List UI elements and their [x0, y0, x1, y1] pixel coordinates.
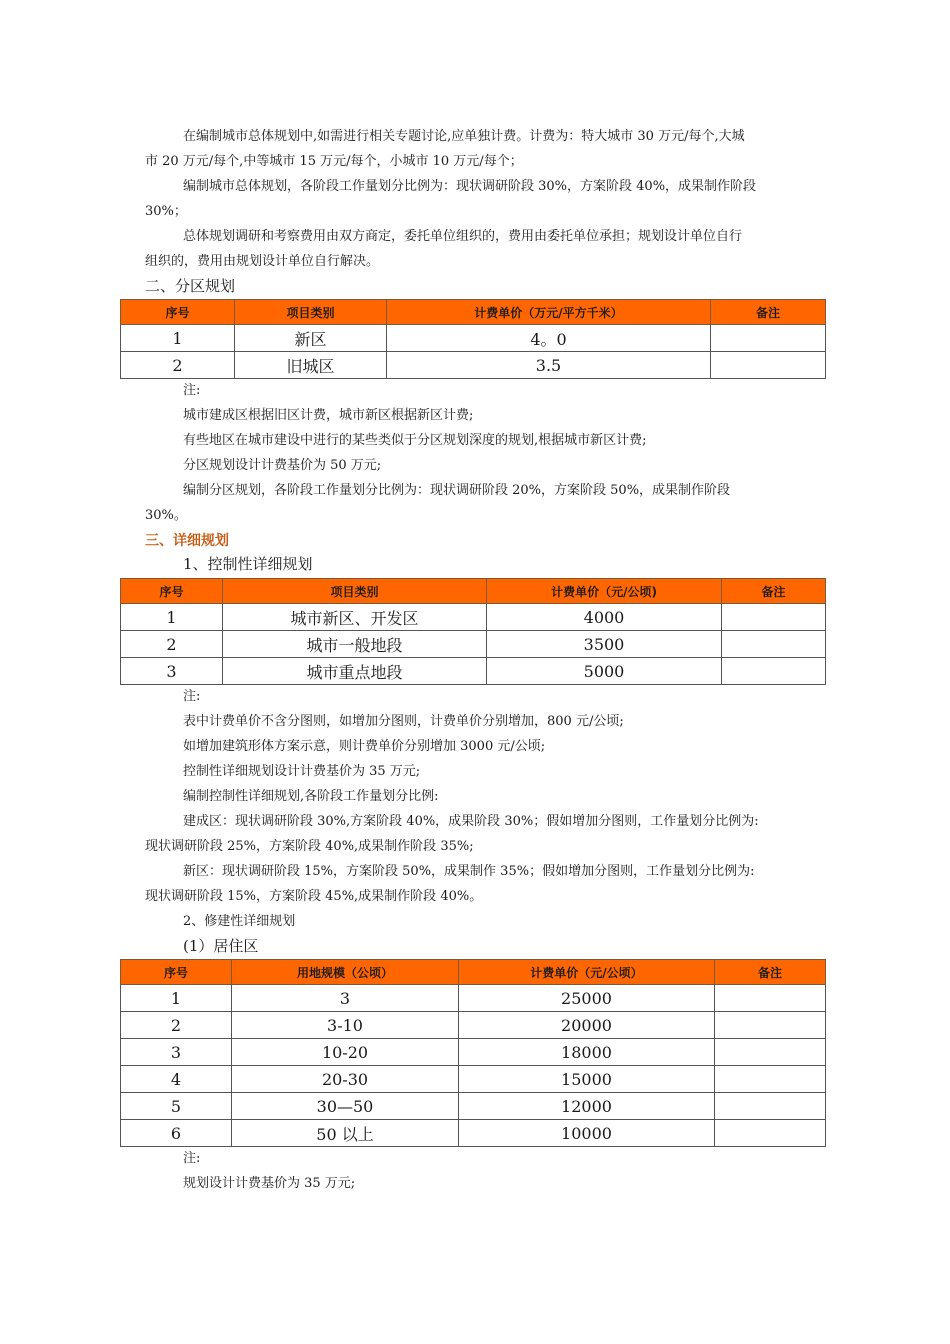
table-cell: 3 — [121, 1039, 232, 1066]
table-cell: 2 — [121, 1012, 232, 1039]
table-cell: 3-10 — [232, 1012, 459, 1039]
section-3-heading: 三、详细规划 — [145, 533, 229, 549]
header-cell: 项目类别 — [235, 300, 387, 325]
residential-fee-table — [120, 959, 826, 1147]
intro-paragraph-1-line-2: 市 20 万元/每个,中等城市 15 万元/每个，小城市 10 万元/每个； — [145, 154, 523, 169]
table-cell: 5000 — [487, 658, 722, 685]
note-line: 表中计费单价不含分图则，如增加分图则，计费单价分别增加，800 元/公顷; — [183, 714, 624, 729]
note-line: 分区规划设计计费基价为 50 万元; — [183, 458, 382, 473]
table-cell — [711, 352, 826, 379]
built-area-ratio-line-2: 现状调研阶段 25%，方案阶段 40%,成果制作阶段 35%; — [145, 839, 474, 854]
table-row — [121, 604, 826, 631]
table-cell: 50 以上 — [232, 1120, 459, 1147]
table-cell: 15000 — [459, 1066, 715, 1093]
note-line: 编制分区规划，各阶段工作量划分比例为：现状调研阶段 20%，方案阶段 50%，成果制作阶段 — [183, 483, 731, 498]
header-cell: 备注 — [711, 300, 826, 325]
residential-heading: (1）居住区 — [183, 937, 259, 955]
table-cell — [711, 325, 826, 352]
header-cell: 序号 — [121, 579, 223, 604]
intro-paragraph-2-line-1: 编制城市总体规划，各阶段工作量划分比例为：现状调研阶段 30%，方案阶段 40%，成果制作阶段 — [183, 179, 757, 194]
intro-paragraph-1-line-1: 在编制城市总体规划中,如需进行相关专题讨论,应单独计费。计费为：特大城市 30 万元/每个,大城 — [183, 129, 745, 144]
table-cell — [715, 1039, 826, 1066]
table-cell: 18000 — [459, 1039, 715, 1066]
table-row — [121, 985, 826, 1012]
table-cell: 4000 — [487, 604, 722, 631]
table-cell: 3500 — [487, 631, 722, 658]
table-cell: 城市重点地段 — [223, 658, 487, 685]
table-cell: 1 — [121, 985, 232, 1012]
table-cell: 30—50 — [232, 1093, 459, 1120]
note-line: 编制控制性详细规划,各阶段工作量划分比例: — [183, 789, 439, 804]
header-cell: 项目类别 — [223, 579, 487, 604]
table-cell — [715, 1012, 826, 1039]
table-cell: 新区 — [235, 325, 387, 352]
header-cell: 序号 — [121, 960, 232, 985]
table-cell: 3.5 — [387, 352, 711, 379]
table-cell — [715, 1066, 826, 1093]
table-cell: 20000 — [459, 1012, 715, 1039]
table-cell — [715, 1093, 826, 1120]
header-cell: 备注 — [722, 579, 826, 604]
table-row — [121, 1012, 826, 1039]
table-cell: 4 — [121, 1066, 232, 1093]
note-line: 有些地区在城市建设中进行的某些类似于分区规划深度的规划,根据城市新区计费; — [183, 433, 647, 448]
new-area-ratio-line-1: 新区：现状调研阶段 15%，方案阶段 50%，成果制作 35%；假如增加分图则，工作量划分比例为: — [183, 864, 755, 879]
table-row — [121, 1120, 826, 1147]
note-label: 注: — [183, 1151, 201, 1166]
table-cell: 城市一般地段 — [223, 631, 487, 658]
table-cell: 城市新区、开发区 — [223, 604, 487, 631]
new-area-ratio-line-2: 现状调研阶段 15%，方案阶段 45%,成果制作阶段 40%。 — [145, 889, 483, 904]
table-cell: 5 — [121, 1093, 232, 1120]
header-cell: 计费单价（万元/平方千米） — [387, 300, 711, 325]
note-line: 城市建成区根据旧区计费，城市新区根据新区计费; — [183, 408, 474, 423]
regulatory-plan-fee-table — [120, 578, 826, 685]
table-header-row — [121, 960, 826, 985]
table-row — [121, 658, 826, 685]
subsection-heading: 1、控制性详细规划 — [183, 555, 313, 573]
table-cell: 3 — [232, 985, 459, 1012]
note-line: 规划设计计费基价为 35 万元; — [183, 1176, 356, 1191]
table-row — [121, 325, 826, 352]
table-header-row — [121, 300, 826, 325]
table-cell: 10000 — [459, 1120, 715, 1147]
header-cell: 计费单价（元/公顷） — [459, 960, 715, 985]
table-cell: 1 — [121, 604, 223, 631]
table-row — [121, 631, 826, 658]
table-cell — [722, 604, 826, 631]
table-row — [121, 1093, 826, 1120]
table-cell: 旧城区 — [235, 352, 387, 379]
table-cell: 6 — [121, 1120, 232, 1147]
note-label: 注: — [183, 383, 201, 398]
note-line: 如增加建筑形体方案示意，则计费单价分别增加 3000 元/公顷; — [183, 739, 546, 754]
header-cell: 用地规模（公顷） — [232, 960, 459, 985]
section-2-heading: 二、分区规划 — [145, 277, 236, 295]
table-cell: 10-20 — [232, 1039, 459, 1066]
intro-paragraph-3-line-2: 组织的，费用由规划设计单位自行解决。 — [145, 254, 380, 269]
table-cell: 12000 — [459, 1093, 715, 1120]
table-cell: 3 — [121, 658, 223, 685]
header-cell: 序号 — [121, 300, 235, 325]
note-line: 30%。 — [145, 508, 187, 523]
table-cell — [722, 631, 826, 658]
table-cell: 2 — [121, 631, 223, 658]
header-cell: 备注 — [715, 960, 826, 985]
zoning-fee-table — [120, 299, 826, 379]
table-cell — [722, 658, 826, 685]
built-area-ratio-line-1: 建成区：现状调研阶段 30%,方案阶段 40%，成果阶段 30%；假如增加分图则，工作量划分比例为: — [183, 814, 759, 829]
intro-paragraph-3-line-1: 总体规划调研和考察费用由双方商定，委托单位组织的，费用由委托单位承担；规划设计单位自行 — [183, 229, 743, 244]
header-cell: 计费单价（元/公顷) — [487, 579, 722, 604]
table-row — [121, 352, 826, 379]
table-cell: 4。0 — [387, 325, 711, 352]
table-cell — [715, 985, 826, 1012]
table-cell: 2 — [121, 352, 235, 379]
table-cell: 1 — [121, 325, 235, 352]
table-row — [121, 1066, 826, 1093]
table-cell: 20-30 — [232, 1066, 459, 1093]
intro-paragraph-2-line-2: 30%； — [145, 204, 187, 219]
table-cell — [715, 1120, 826, 1147]
note-line: 控制性详细规划设计计费基价为 35 万元; — [183, 764, 421, 779]
table-row — [121, 1039, 826, 1066]
table-cell: 25000 — [459, 985, 715, 1012]
note-label: 注: — [183, 689, 201, 704]
table-header-row — [121, 579, 826, 604]
subsection-heading: 2、修建性详细规划 — [183, 914, 296, 929]
